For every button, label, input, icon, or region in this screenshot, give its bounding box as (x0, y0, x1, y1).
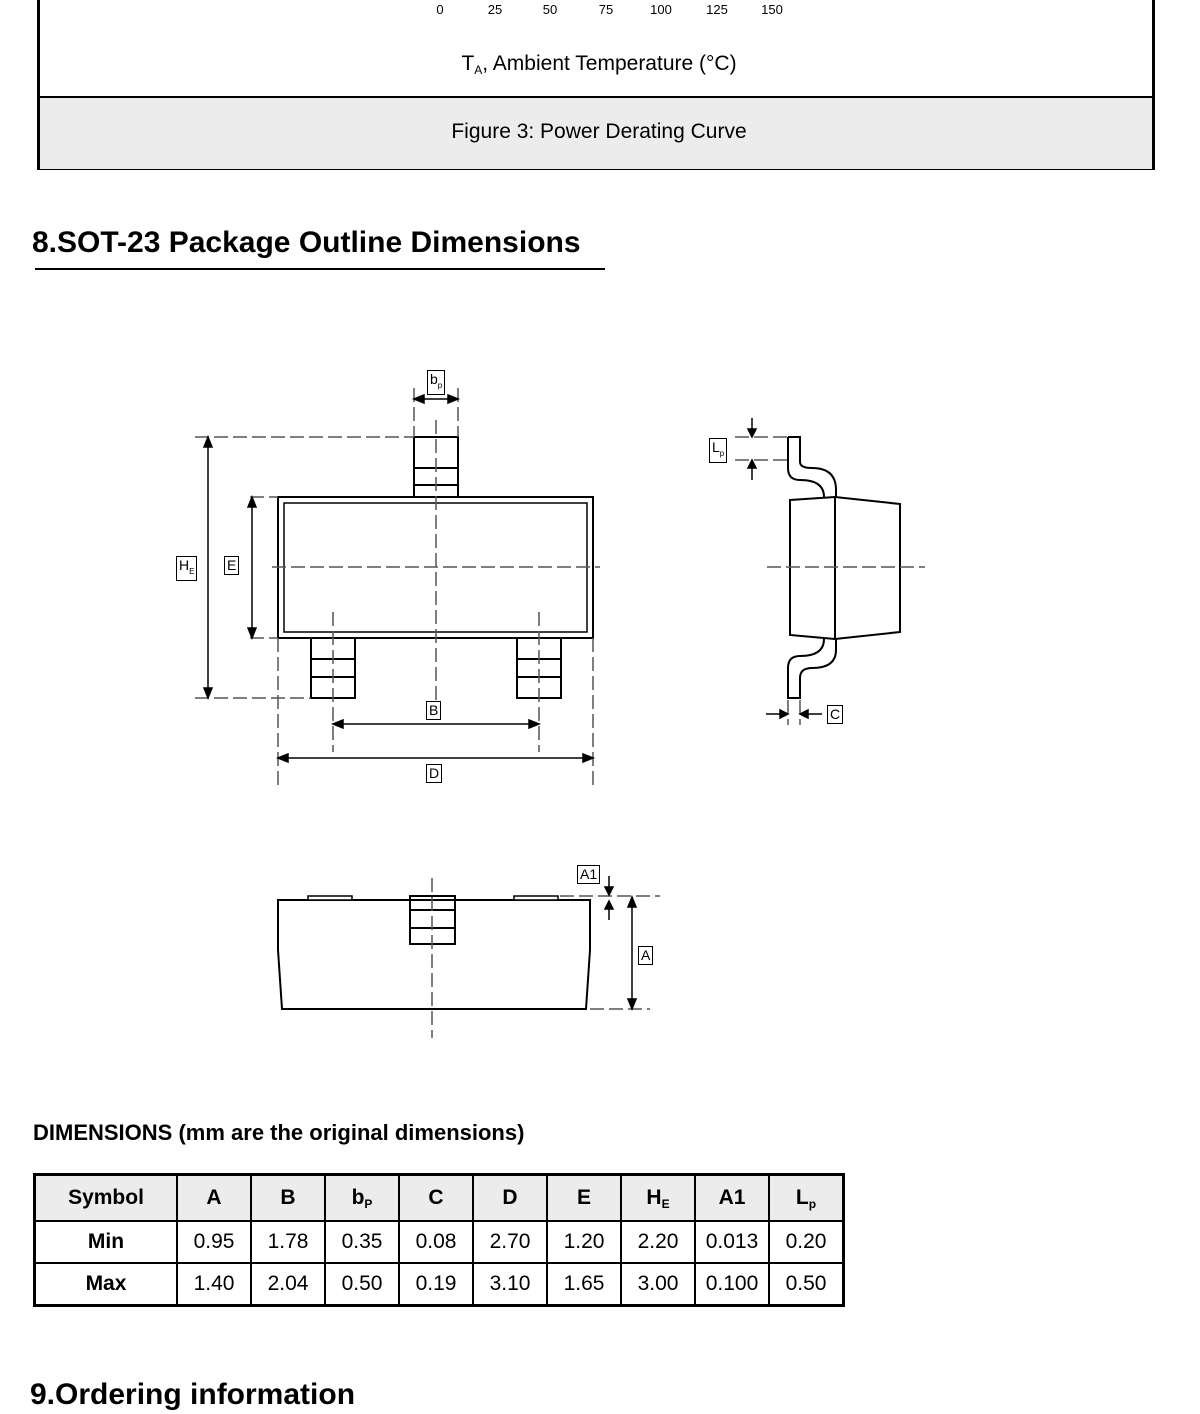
label-bp-sub: p (437, 380, 443, 390)
table-cell: 0.013 (695, 1221, 769, 1263)
table-cell: 1.78 (251, 1221, 325, 1263)
header-main: Symbol (68, 1186, 144, 1209)
table-cell: 0.50 (325, 1263, 399, 1306)
section-heading-package-outline: 8.SOT-23 Package Outline Dimensions (32, 226, 581, 259)
label-he-main: H (179, 557, 190, 573)
header-main: b (351, 1185, 365, 1209)
label-he (176, 556, 197, 581)
header-main: C (428, 1186, 444, 1209)
table-header-cell (473, 1175, 547, 1222)
table-cell: 2.70 (473, 1221, 547, 1263)
table-cell: 2.20 (621, 1221, 695, 1263)
label-lp-sub: p (719, 448, 725, 458)
section-heading-ordering: 9.Ordering information (30, 1378, 356, 1411)
dimensions-table (33, 1173, 845, 1307)
label-bp (427, 370, 445, 395)
label-lp-main: L (712, 439, 720, 455)
side-view-body (790, 497, 900, 639)
header-main: E (576, 1186, 591, 1209)
table-header-row (35, 1175, 844, 1222)
header-main: L (795, 1185, 809, 1209)
table-header-cell (177, 1175, 251, 1222)
row-label-max: Max (35, 1263, 178, 1306)
table-cell: 1.40 (177, 1263, 251, 1306)
label-he-sub: E (189, 566, 195, 576)
front-view-body (278, 900, 590, 1009)
header-sub: P (364, 1196, 373, 1211)
header-main: H (646, 1185, 662, 1209)
header-main: D (502, 1186, 518, 1209)
table-row (35, 1221, 844, 1263)
x-tick: 75 (598, 2, 614, 17)
x-tick: 0 (436, 2, 444, 17)
x-axis-label-rest: , Ambient Temperature (°C) (482, 52, 737, 75)
front-view-lead-right (514, 896, 558, 900)
table-cell: 0.19 (399, 1263, 473, 1306)
table-row (35, 1263, 844, 1306)
table-cell: 0.20 (769, 1221, 844, 1263)
table-cell: 0.95 (177, 1221, 251, 1263)
table-header-cell (547, 1175, 621, 1222)
front-view-lead-left (308, 896, 352, 900)
table-cell: 0.100 (695, 1263, 769, 1306)
table-cell: 0.08 (399, 1221, 473, 1263)
x-tick: 150 (761, 2, 783, 17)
row-label-min: Min (35, 1221, 178, 1263)
table-cell: 2.04 (251, 1263, 325, 1306)
table-header-cell (35, 1175, 178, 1222)
header-sub: E (661, 1196, 670, 1211)
label-e: E (224, 556, 239, 575)
table-cell: 3.10 (473, 1263, 547, 1306)
table-header-cell (325, 1175, 399, 1222)
figure-caption: Figure 3: Power Derating Curve (451, 120, 747, 143)
table-header-cell (769, 1175, 844, 1222)
table-header-cell (251, 1175, 325, 1222)
header-sub: p (808, 1196, 817, 1211)
table-header-cell (621, 1175, 695, 1222)
x-axis-label-main: T (461, 52, 475, 75)
x-tick: 100 (650, 2, 672, 17)
dimensions-caption: DIMENSIONS (mm are the original dimensions) (33, 1120, 525, 1145)
label-c: C (827, 705, 843, 724)
table-cell: 0.50 (769, 1263, 844, 1306)
table-header-cell (695, 1175, 769, 1222)
label-bp-main: b (430, 371, 438, 387)
header-main: A (206, 1186, 222, 1209)
x-axis-label-sub: A (474, 63, 483, 77)
header-main: B (280, 1186, 296, 1209)
table-cell: 1.65 (547, 1263, 621, 1306)
table-cell: 1.20 (547, 1221, 621, 1263)
label-a1: A1 (577, 865, 600, 884)
header-main: A1 (718, 1186, 746, 1209)
label-b: B (426, 701, 441, 720)
table-cell: 0.35 (325, 1221, 399, 1263)
x-tick: 125 (706, 2, 728, 17)
x-tick: 25 (487, 2, 503, 17)
label-lp (709, 438, 727, 463)
label-d: D (426, 764, 442, 783)
x-tick: 50 (542, 2, 558, 17)
label-a: A (638, 946, 653, 965)
table-cell: 3.00 (621, 1263, 695, 1306)
table-header-cell (399, 1175, 473, 1222)
